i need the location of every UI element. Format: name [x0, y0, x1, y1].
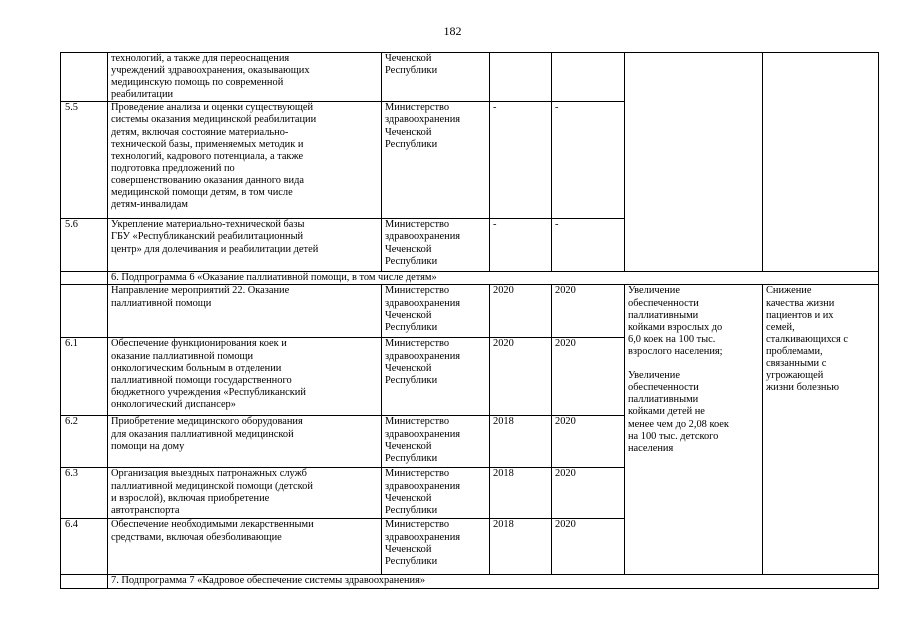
measure-name: Обеспечение необходимыми лекарственными средствами, включая обезболивающие: [108, 519, 382, 575]
start-year: -: [490, 219, 552, 272]
measure-name: Организация выездных патронажных служб паллиативной медицинской помощи (детской и взрослой), включая приобретение автотранспорта: [108, 468, 382, 519]
executor: Министерство здравоохранения Чеченской Республики: [382, 338, 490, 416]
executor: Министерство здравоохранения Чеченской Республики: [382, 285, 490, 338]
executor: Министерство здравоохранения Чеченской Республики: [382, 519, 490, 575]
row-number: 6.1: [61, 338, 108, 416]
subprogram-row: [61, 575, 879, 588]
executor: Министерство здравоохранения Чеченской Республики: [382, 468, 490, 519]
start-year: -: [490, 102, 552, 219]
start-year: 2020: [490, 338, 552, 416]
start-year: 2020: [490, 285, 552, 338]
row-number: 5.6: [61, 219, 108, 272]
start-year: 2018: [490, 416, 552, 468]
subprogram-row: [61, 272, 879, 285]
executor: Министерство здравоохранения Чеченской Республики: [382, 102, 490, 219]
end-year: [552, 53, 625, 102]
row-number: 6.3: [61, 468, 108, 519]
table-row: [61, 285, 879, 338]
executor: Чеченской Республики: [382, 53, 490, 102]
executor: Министерство здравоохранения Чеченской Республики: [382, 416, 490, 468]
subprogram-6-title: 6. Подпрограмма 6 «Оказание паллиативной помощи, в том числе детям»: [108, 272, 879, 285]
row-number: [61, 285, 108, 338]
measure-name: Приобретение медицинского оборудования для оказания паллиативной медицинской помощи на дому: [108, 416, 382, 468]
end-year: 2020: [552, 468, 625, 519]
measure-name: Укрепление материально-технической базы ГБУ «Республиканский реабилитационный центр» для долечивания и реабилитации детей: [108, 219, 382, 272]
executor: Министерство здравоохранения Чеченской Республики: [382, 219, 490, 272]
end-year: 2020: [552, 285, 625, 338]
row-number: 5.5: [61, 102, 108, 219]
subprogram-7-title: 7. Подпрограмма 7 «Кадровое обеспечение системы здравоохранения»: [108, 575, 879, 588]
page-number: 182: [443, 24, 462, 38]
measure-name: Обеспечение функционирования коек и оказание паллиативной помощи онкологическим больным в отделении паллиативной помощи государственного бюджетного учреждения «Республиканский онкологический диспансер»: [108, 338, 382, 416]
start-year: [490, 53, 552, 102]
start-year: 2018: [490, 519, 552, 575]
row-number: 6.4: [61, 519, 108, 575]
expected-result: [625, 53, 763, 272]
start-year: 2018: [490, 468, 552, 519]
end-year: -: [552, 102, 625, 219]
measure-name: технологий, а также для переоснащения учреждений здравоохранения, оказывающих медицинскую помощь по современной реабилитации: [108, 53, 382, 102]
end-year: 2020: [552, 519, 625, 575]
consequences: Снижение качества жизни пациентов и их семей, сталкивающихся с проблемами, связанными с угрожающей жизни болезнью: [763, 285, 879, 575]
consequences: [763, 53, 879, 272]
end-year: -: [552, 219, 625, 272]
measures-table: [60, 52, 878, 589]
table-row: [61, 53, 879, 102]
end-year: 2020: [552, 416, 625, 468]
expected-result: Увеличение обеспеченности паллиативными койками взрослых до 6,0 коек на 100 тыс. взрослого населения; Увеличение обеспеченности паллиативными койками детей не менее чем до 2,08 коек на 100 тыс. детского населения: [625, 285, 763, 575]
end-year: 2020: [552, 338, 625, 416]
measure-name: Проведение анализа и оценки существующей системы оказания медицинской реабилитации детям, включая состояние материально- технической базы, применяемых методик и технологий, кадрового потенциала, а также подготовка предложений по совершенствованию оказания данного вида медицинской помощи детям, в том числе детям-инвалидам: [108, 102, 382, 219]
row-number: [61, 53, 108, 102]
measure-name: Направление мероприятий 22. Оказание паллиативной помощи: [108, 285, 382, 338]
row-number: 6.2: [61, 416, 108, 468]
